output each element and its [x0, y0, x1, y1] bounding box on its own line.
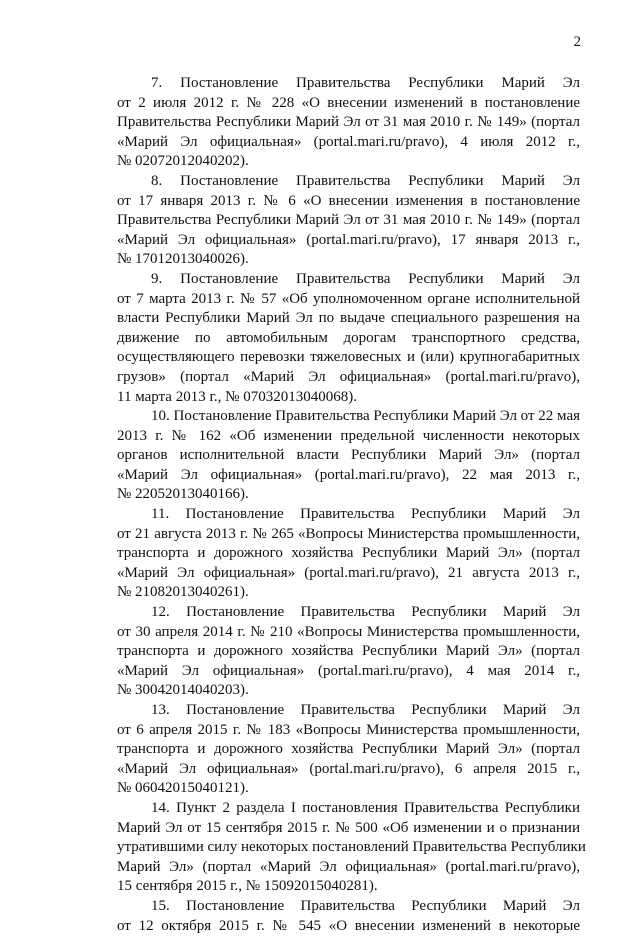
- text-line: «Марий Эл официальная» (portal.mari.ru/pravo), 22 мая 2013 г.,: [117, 466, 580, 483]
- list-item: [117, 74, 580, 172]
- text-line: 2013 г. № 162 «Об изменении предельной численности некоторых: [117, 427, 580, 444]
- text-line: 7. Постановление Правительства Республики Марий Эл: [151, 75, 580, 91]
- list-item: [117, 172, 580, 270]
- text-line: 11 марта 2013 г., № 07032013040068).: [117, 388, 357, 405]
- text-line: № 30042014040203).: [117, 682, 249, 699]
- text-line: от 6 апреля 2015 г. № 183 «Вопросы Министерства промышленности,: [117, 721, 580, 738]
- document-body: [117, 74, 586, 936]
- text-line: от 30 апреля 2014 г. № 210 «Вопросы Министерства промышленности,: [117, 623, 580, 640]
- text-line: осуществляющего перевозки тяжеловесных и (или) крупногабаритных: [117, 349, 580, 366]
- text-line: Марий Эл от 15 сентября 2015 г. № 500 «Об изменении и о признании: [117, 819, 580, 836]
- text-line: 13. Постановление Правительства Республики Марий Эл: [151, 702, 580, 718]
- text-line: от 17 января 2013 г. № 6 «О внесении изменения в постановление: [117, 192, 580, 209]
- text-line: «Марий Эл официальная» (portal.mari.ru/pravo), 6 апреля 2015 г.,: [117, 760, 580, 777]
- list-item: [117, 505, 580, 603]
- list-item: [117, 897, 580, 936]
- list-item: [117, 270, 580, 407]
- text-line: движение по автомобильным дорогам транспортного средства,: [117, 329, 580, 346]
- text-line: органов исполнительной власти Республики Марий Эл» (портал: [117, 447, 580, 464]
- text-line: Правительства Республики Марий Эл от 31 мая 2010 г. № 149» (портал: [117, 212, 580, 229]
- text-line: транспорта и дорожного хозяйства Республики Марий Эл» (портал: [117, 643, 580, 660]
- text-line: Правительства Республики Марий Эл от 31 мая 2010 г. № 149» (портал: [117, 114, 580, 131]
- text-line: № 22052013040166).: [117, 486, 249, 503]
- text-line: 8. Постановление Правительства Республики Марий Эл: [151, 172, 580, 189]
- text-line: № 02072012040202).: [117, 153, 249, 170]
- list-item: [117, 407, 580, 505]
- text-line: от 7 марта 2013 г. № 57 «Об уполномоченном органе исполнительной: [117, 290, 580, 307]
- text-line: утратившими силу некоторых постановлений Правительства Республики: [117, 839, 586, 856]
- text-line: № 21082013040261).: [117, 584, 249, 601]
- text-line: от 21 августа 2013 г. № 265 «Вопросы Министерства промышленности,: [117, 525, 580, 542]
- text-line: 11. Постановление Правительства Республики Марий Эл: [151, 506, 580, 523]
- text-line: 15 сентября 2015 г., № 15092015040281).: [117, 878, 378, 895]
- list-item: [117, 799, 586, 897]
- text-line: Марий Эл» (портал «Марий Эл официальная» (portal.mari.ru/pravo),: [117, 858, 580, 875]
- text-line: 12. Постановление Правительства Республики Марий Эл: [151, 604, 580, 621]
- text-line: «Марий Эл официальная» (portal.mari.ru/pravo), 4 мая 2014 г.,: [117, 662, 580, 679]
- text-line: власти Республики Марий Эл по выдаче специального разрешения на: [117, 310, 580, 327]
- text-line: «Марий Эл официальная» (portal.mari.ru/pravo), 21 августа 2013 г.,: [117, 564, 580, 581]
- text-line: 9. Постановление Правительства Республики Марий Эл: [151, 270, 580, 287]
- text-line: транспорта и дорожного хозяйства Республики Марий Эл» (портал: [117, 545, 580, 562]
- text-line: 15. Постановление Правительства Республики Марий Эл: [151, 897, 580, 914]
- text-line: транспорта и дорожного хозяйства Республики Марий Эл» (портал: [117, 741, 580, 758]
- text-line: 10. Постановление Правительства Республики Марий Эл от 22 мая: [151, 408, 580, 425]
- text-line: «Марий Эл официальная» (portal.mari.ru/pravo), 4 июля 2012 г.,: [117, 133, 580, 150]
- list-item: [117, 603, 580, 701]
- text-line: от 2 июля 2012 г. № 228 «О внесении изменений в постановление: [117, 94, 580, 111]
- text-line: грузов» (портал «Марий Эл официальная» (portal.mari.ru/pravo),: [117, 368, 580, 385]
- text-line: от 12 октября 2015 г. № 545 «О внесении изменений в некоторые: [117, 917, 580, 934]
- text-line: № 17012013040026).: [117, 251, 249, 268]
- text-line: «Марий Эл официальная» (portal.mari.ru/pravo), 17 января 2013 г.,: [117, 231, 580, 248]
- list-item: [117, 701, 580, 799]
- text-line: 14. Пункт 2 раздела I постановления Правительства Республики: [151, 799, 580, 816]
- page-number: 2: [573, 34, 581, 50]
- text-line: № 06042015040121).: [117, 780, 249, 797]
